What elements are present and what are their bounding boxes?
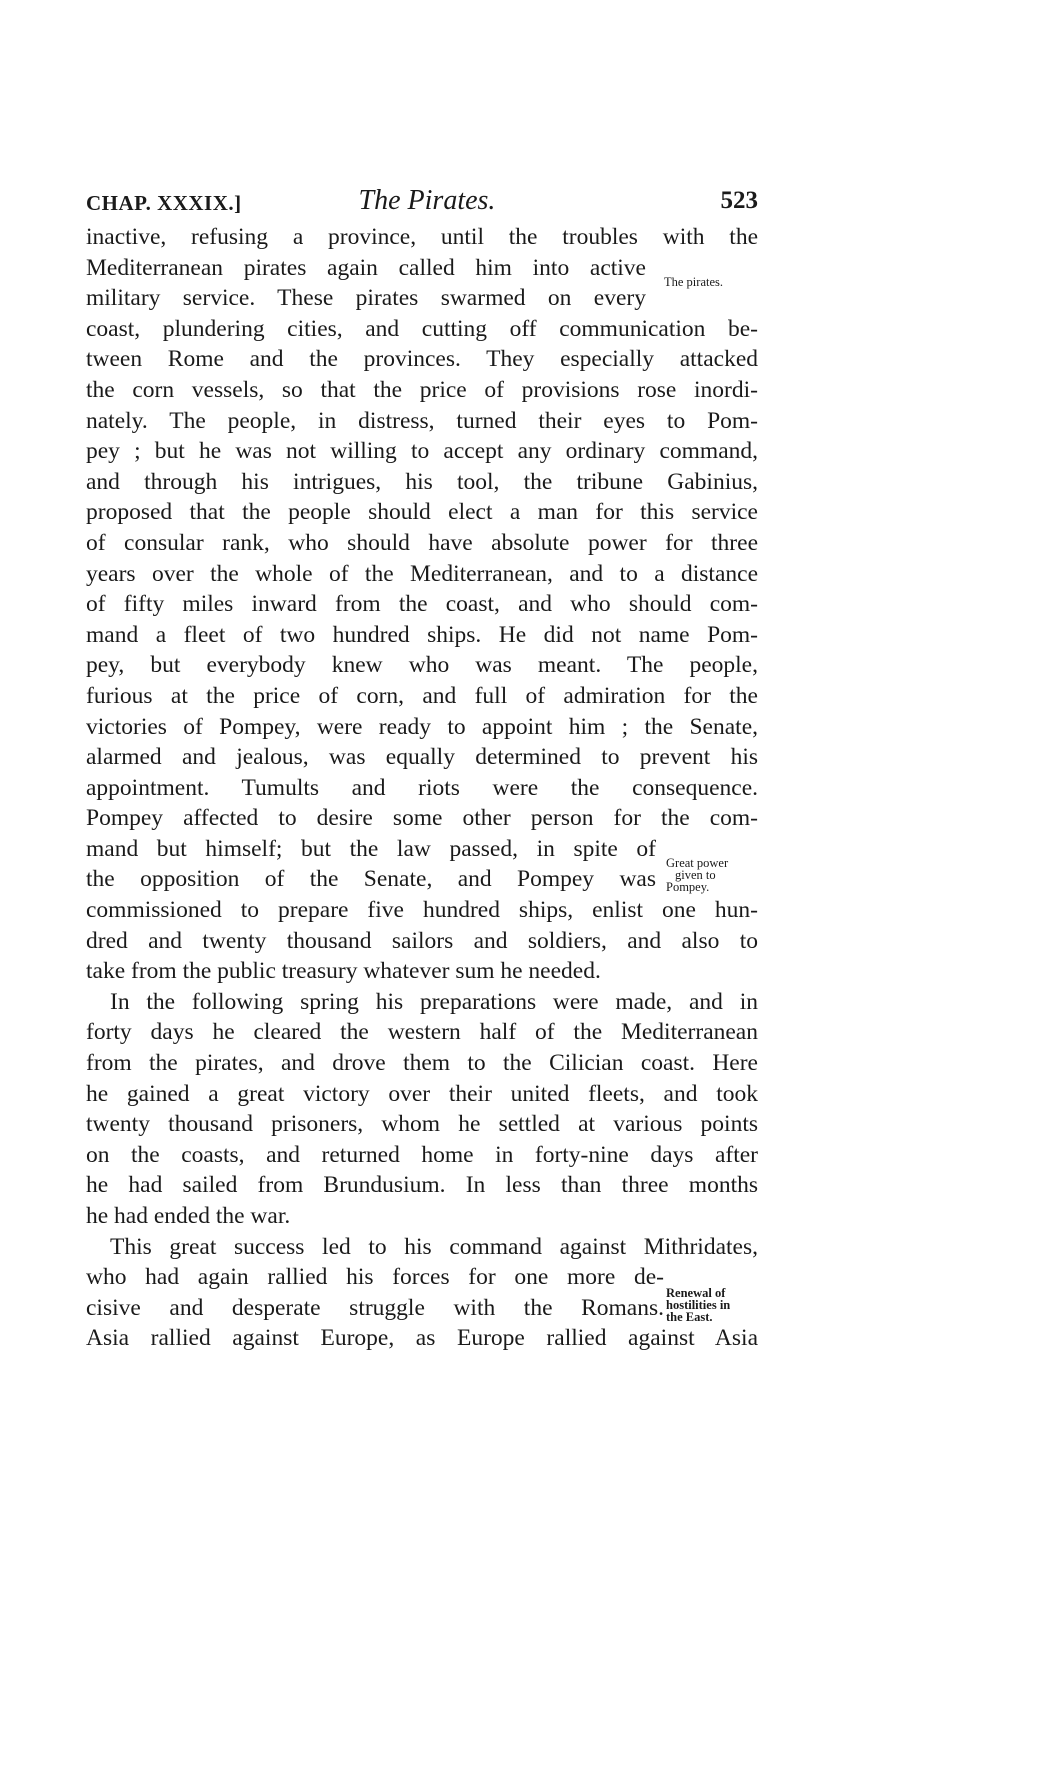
text-line: commissioned to prepare five hundred ships, enlist one hun- bbox=[86, 897, 758, 924]
text-line: he gained a great victory over their united fleets, and took bbox=[86, 1080, 758, 1107]
body-text bbox=[86, 222, 758, 1354]
text-line: appointment. Tumults and riots were the consequence. bbox=[86, 774, 758, 801]
text-line: Asia rallied against Europe, as Europe rallied against Asia bbox=[86, 1325, 758, 1352]
text-line: tween Rome and the provinces. They especially attacked bbox=[86, 346, 758, 373]
text-line: and through his intrigues, his tool, the tribune Gabinius, bbox=[86, 468, 758, 495]
text-line: victories of Pompey, were ready to appoint him ; the Senate, bbox=[86, 713, 758, 740]
text-line: proposed that the people should elect a man for this service bbox=[86, 499, 758, 526]
text-line: forty days he cleared the western half of the Mediterranean bbox=[86, 1019, 758, 1046]
running-header bbox=[86, 185, 758, 225]
text-line: the corn vessels, so that the price of provisions rose inordi- bbox=[86, 376, 758, 403]
margin-note-line: hostilities in bbox=[666, 1298, 731, 1312]
text-line: This great success led to his command against Mithridates, bbox=[110, 1233, 758, 1260]
text-line: of consular rank, who should have absolute power for three bbox=[86, 529, 758, 556]
text-line: In the following spring his preparations were made, and in bbox=[110, 988, 758, 1015]
text-line: pey, but everybody knew who was meant. The people, bbox=[86, 652, 758, 679]
text-line: dred and twenty thousand sailors and soldiers, and also to bbox=[86, 927, 758, 954]
text-line: Mediterranean pirates again called him into active bbox=[86, 254, 646, 281]
text-line: inactive, refusing a province, until the troubles with the bbox=[86, 224, 758, 250]
running-title: The Pirates. bbox=[358, 185, 496, 216]
text-line: from the pirates, and drove them to the Cilician coast. Here bbox=[86, 1050, 758, 1077]
text-line: he had sailed from Brundusium. In less than three months bbox=[86, 1172, 758, 1199]
page-number: 523 bbox=[720, 187, 758, 214]
text-line: years over the whole of the Mediterranean, and to a distance bbox=[86, 560, 758, 587]
text-line: military service. These pirates swarmed on every bbox=[86, 285, 646, 312]
margin-note-line: the East. bbox=[666, 1310, 713, 1324]
text-line: of fifty miles inward from the coast, and who should com- bbox=[86, 591, 758, 618]
margin-note-renewal bbox=[666, 1287, 730, 1323]
text-line: mand a fleet of two hundred ships. He did not name Pom- bbox=[86, 621, 758, 648]
margin-note-line: Great power bbox=[666, 856, 729, 870]
text-line: nately. The people, in distress, turned their eyes to Pom- bbox=[86, 407, 758, 434]
margin-note-line: Renewal of bbox=[666, 1286, 726, 1300]
margin-note-pirates: The pirates. bbox=[664, 275, 724, 289]
margin-note-line: Pompey. bbox=[666, 880, 710, 894]
text-line: he had ended the war. bbox=[86, 1203, 291, 1229]
text-line: twenty thousand prisoners, whom he settled at various points bbox=[86, 1111, 758, 1138]
text-line: the opposition of the Senate, and Pompey was bbox=[86, 866, 656, 893]
text-line: furious at the price of corn, and full of admiration for the bbox=[86, 682, 758, 709]
text-line: mand but himself; but the law passed, in spite of bbox=[86, 835, 656, 862]
margin-note-line: given to bbox=[675, 868, 716, 882]
text-line: who had again rallied his forces for one more de- bbox=[86, 1264, 664, 1291]
chapter-label: CHAP. XXXIX.] bbox=[86, 191, 242, 215]
text-line: alarmed and jealous, was equally determined to prevent his bbox=[86, 744, 758, 771]
text-line: pey ; but he was not willing to accept any ordinary command, bbox=[86, 438, 758, 465]
text-line: Pompey affected to desire some other person for the com- bbox=[86, 805, 758, 832]
margin-note-great-power bbox=[666, 857, 728, 893]
text-line: take from the public treasury whatever sum he needed. bbox=[86, 958, 601, 985]
text-line: on the coasts, and returned home in forty-nine days after bbox=[86, 1141, 758, 1168]
text-line: coast, plundering cities, and cutting off communication be- bbox=[86, 315, 758, 342]
text-line: cisive and desperate struggle with the Romans. bbox=[86, 1294, 664, 1321]
